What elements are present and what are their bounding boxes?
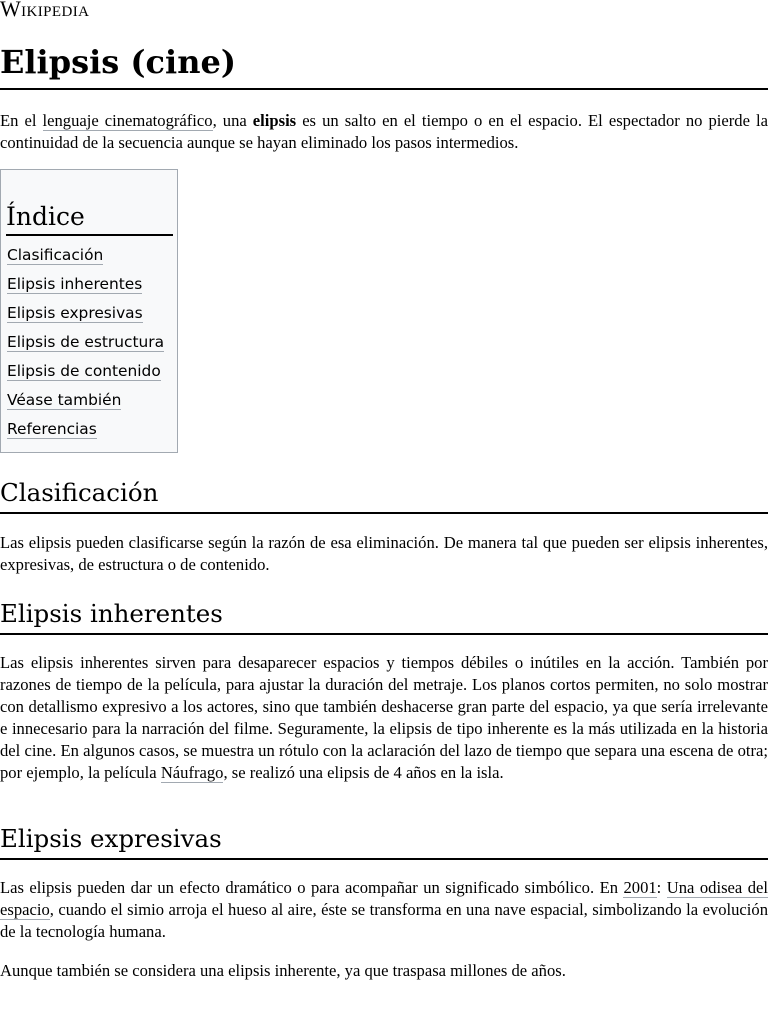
toc-link-elipsis-expresivas[interactable]: Elipsis expresivas (7, 304, 143, 322)
toc-link-elipsis-de-estructura[interactable]: Elipsis de estructura (7, 333, 164, 351)
link-una-odisea-del-espacio[interactable]: Una odisea del espacio (0, 878, 768, 919)
heading-elipsis-expresivas: Elipsis expresivas (0, 822, 768, 860)
clasificacion-paragraph: Las elipsis pueden clasificarse según la razón de esa eliminación. De manera tal que pueden ser elipsis inherentes, expresivas, de estructura o de contenido. (0, 533, 768, 574)
toc-link-elipsis-de-contenido[interactable]: Elipsis de contenido (7, 362, 161, 380)
intro-text: es un salto en el tiempo o en el espacio. El espectador no pierde la continuidad de la secuencia aunque se hayan eliminado los pasos intermedios. (0, 111, 768, 152)
expresivas-text: : (656, 878, 667, 897)
toc-link-referencias[interactable]: Referencias (7, 420, 97, 438)
expresivas-paragraph-2: Aunque también se considera una elipsis inherente, ya que traspasa millones de años. (0, 961, 566, 980)
heading-clasificacion: Clasificación (0, 476, 768, 514)
toc-link-clasificacion[interactable]: Clasificación (7, 246, 104, 264)
toc-item (7, 418, 164, 447)
intro-text: En el (0, 111, 43, 130)
toc-item (7, 244, 164, 273)
term-elipsis: elipsis (252, 111, 297, 130)
toc-item (7, 273, 164, 302)
link-naufrago[interactable]: Náufrago (160, 763, 224, 782)
table-of-contents (0, 169, 178, 453)
heading-elipsis-inherentes: Elipsis inherentes (0, 597, 768, 635)
inherentes-paragraph (0, 652, 768, 784)
wikipedia-logo[interactable]: Wikipedia (0, 0, 90, 21)
expresivas-text: Las elipsis pueden dar un efecto dramático o para acompañar un significado simbólico. En (0, 878, 624, 897)
toc-item (7, 389, 164, 418)
expresivas-text: , cuando el simio arroja el hueso al aire, éste se transforma en una nave espacial, simbolizando la evolución de la tecnología humana. (0, 900, 768, 941)
link-lenguaje-cinematografico[interactable]: lenguaje cinematográfico (42, 111, 213, 130)
toc-item (7, 331, 164, 360)
toc-list (7, 244, 164, 447)
toc-item (7, 302, 164, 331)
toc-item (7, 360, 164, 389)
intro-text: , una (212, 111, 253, 130)
toc-link-vease-tambien[interactable]: Véase también (7, 391, 122, 409)
inherentes-text: Las elipsis inherentes sirven para desaparecer espacios y tiempos débiles o inútiles en la acción. También por razones de tiempo de la película, para ajustar la duración del metraje. Los planos cortos permiten, no solo mostrar con detallismo expresivo a los actores, sino que también deshacerse gran parte del espacio, ya que sería irrelevante e innecesario para la narración del filme. Seguramente, la elipsis de tipo inherente es la más utilizada en la historia del cine. En algunos casos, se muestra un rótulo con la aclaración del lazo de tiempo que separa una escena de otra; por ejemplo, la película (0, 653, 768, 782)
toc-title: Índice (6, 200, 173, 236)
toc-link-elipsis-inherentes[interactable]: Elipsis inherentes (7, 275, 143, 293)
link-2001[interactable]: 2001 (623, 878, 657, 897)
inherentes-text: , se realizó una elipsis de 4 años en la isla. (223, 763, 504, 782)
page-title: Elipsis (cine) (0, 40, 768, 90)
expresivas-paragraph-1 (0, 877, 768, 943)
intro-paragraph (0, 110, 768, 154)
